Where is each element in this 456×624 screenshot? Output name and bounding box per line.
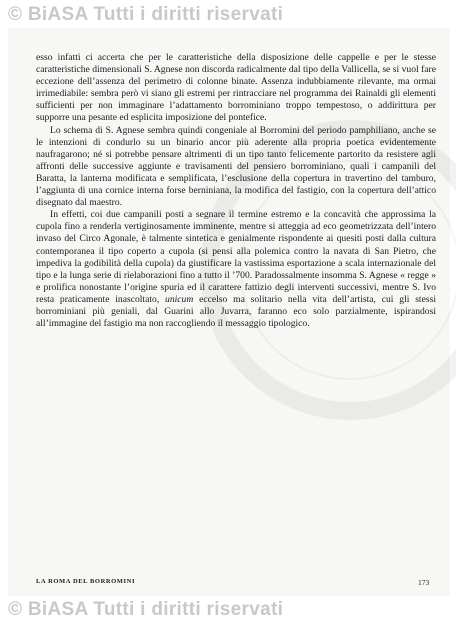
watermark-top: © BiASA Tutti i diritti riservati (8, 4, 284, 25)
paragraph-3-text-a: In effetti, coi due campanili posti a segnare il termine estremo e la concavità che approssima la cupola fino a renderla vertiginosamente imminente, mentre si atteggia ad eco geometrizzata dell’intero invaso del Circo Agonale, è talmente sintetica e genialmente rispondente ai quesiti posti dalla cultura contemporanea il tipo coperto a cupola (si pensi alla polemica contro la navata di San Pietro, che impediva la godibilità della cupola) da giustificare la vastissima esportazione a scala internazionale del tipo e la lunga serie di rielaborazioni fino a tutto il ’700. Paradossalmente insomma S. Agnese « regge » e prolifica nonostante l’origine spuria ed il carattere fattizio degli interventi successivi, mentre S. Ivo resta praticamente inascoltato, (36, 209, 436, 305)
body-text (36, 52, 436, 330)
running-footer-title: LA ROMA DEL BORROMINI (36, 578, 136, 585)
paragraph-3-text-b: eccelso ma solitario nella vita dell’artista, cui gli stessi borrominiani più geniali, dal Guarini allo Juvarra, faranno eco solo parzialmente, ispirandosi all’immagine del fastigio ma non raccogliendo il messaggio tipologico. (36, 293, 436, 330)
paragraph-1: esso infatti ci accerta che per le caratteristiche della disposizione delle cappelle e per le stesse caratteristiche dimensionali S. Agnese non discorda radicalmente dal tipo della Vallicella, se si vuol fare eccezione dell’assenza del perimetro di colonne binate. Assenza indubbiamente rilevante, ma ormai irrimediabile: sembra però vi siano gli estremi per rintracciare nel programma dei Rainaldi gli elementi sufficienti per non immaginare l’adattamento borrominiano troppo tempestoso, o addirittura per supporre una pesante ed esplicita imposizione del pontefice. (36, 52, 436, 124)
paragraph-2: Lo schema di S. Agnese sembra quindi congeniale al Borromini del periodo pamphiliano, anche se le intenzioni di condurlo su un binario ancor più aderente alla propria poetica evidentemente naufragarono; né si potrebbe pensare altrimenti di un tipo tanto felicemente partorito da resistere agli affronti delle successive aggiunte e travisamenti del pensiero borrominiano, quali i campanili del Baratta, la lanterna modificata e semplificata, l’esclusione della copertura in travertino del tamburo, l’aggiunta di una cornice interna forse berniniana, la modifica del fastigio, con la copertura dell’attico disegnato dal maestro. (36, 124, 436, 209)
page-number: 173 (418, 578, 430, 587)
paragraph-3 (36, 209, 436, 330)
paragraph-3-emphasis: unicum (165, 293, 194, 305)
watermark-bottom: © BiASA Tutti i diritti riservati (8, 599, 284, 620)
